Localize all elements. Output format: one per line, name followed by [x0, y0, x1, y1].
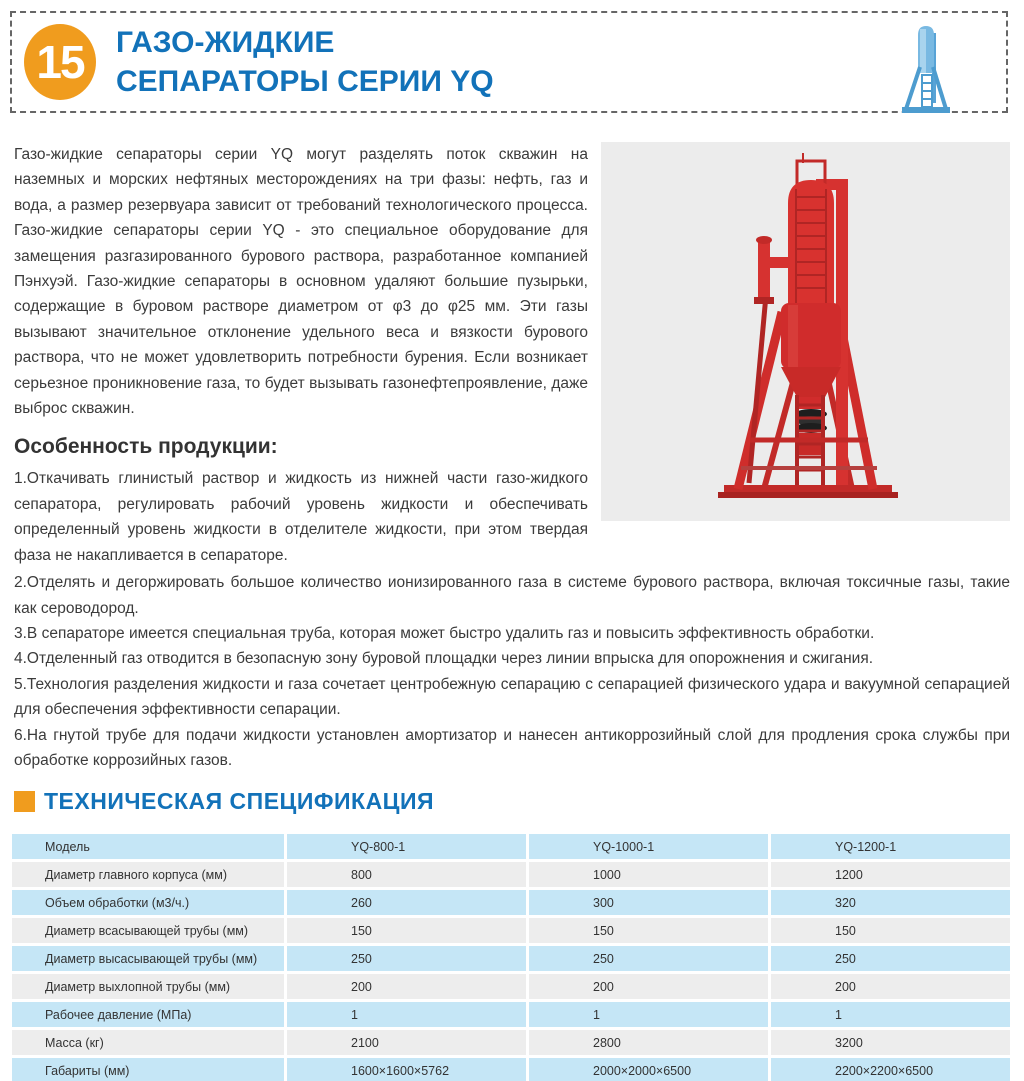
product-image-box	[601, 142, 1010, 521]
table-row	[12, 890, 1010, 915]
row-value: 250	[771, 946, 1010, 971]
row-label: Диаметр высасывающей трубы (мм)	[12, 946, 284, 971]
table-row	[12, 946, 1010, 971]
row-label: Рабочее давление (МПа)	[12, 1002, 284, 1027]
feature-item-1: 1.Откачивать глинистый раствор и жидкость из нижней части газо-жидкого сепаратора, регулировать рабочий уровень жидкости и обеспечивать определенный уровень жидкости в отделителе жидкости, при этом твердая фаза не накапливается в сепараторе.	[14, 470, 588, 564]
row-value: 150	[529, 918, 768, 943]
table-row	[12, 918, 1010, 943]
feature-item-2: 2.Отделять и дегоржировать большое количество ионизированного газа в системе бурового раствора, включая токсичные газы, такие как сероводород.	[14, 574, 1010, 617]
page-title-line2: СЕПАРАТОРЫ СЕРИИ YQ	[116, 65, 494, 98]
row-value: 1000	[529, 862, 768, 887]
row-label: Диаметр главного корпуса (мм)	[12, 862, 284, 887]
row-value: 1	[529, 1002, 768, 1027]
row-label: Объем обработки (м3/ч.)	[12, 890, 284, 915]
table-row	[12, 1002, 1010, 1027]
row-label: Диаметр всасывающей трубы (мм)	[12, 918, 284, 943]
feature-item-6: 6.На гнутой трубе для подачи жидкости установлен амортизатор и нанесен антикоррозийный слой для продления срока службы при обработке коррозийных газов.	[14, 726, 1010, 769]
row-value: 1600×1600×5762	[287, 1058, 526, 1081]
row-value: 200	[529, 974, 768, 999]
spec-table	[12, 834, 1010, 1081]
row-value: 1	[771, 1002, 1010, 1027]
table-header-row	[12, 834, 1010, 859]
feature-item-3: 3.В сепараторе имеется специальная труба, которая может быстро удалить газ и повысить эффективность обработки.	[14, 624, 875, 642]
table-header-model-2: YQ-1000-1	[529, 834, 768, 859]
intro-text-column	[14, 142, 588, 568]
table-row	[12, 1058, 1010, 1081]
row-value: 1	[287, 1002, 526, 1027]
row-label: Диаметр выхлопной трубы (мм)	[12, 974, 284, 999]
spec-heading-text: ТЕХНИЧЕСКАЯ СПЕЦИФИКАЦИЯ	[44, 788, 435, 815]
row-value: 260	[287, 890, 526, 915]
intro-section	[14, 142, 1010, 568]
feature-item-4: 4.Отделенный газ отводится в безопасную зону буровой площадки через линии впрыска для опорожнения и сжигания.	[14, 650, 874, 668]
row-value: 2800	[529, 1030, 768, 1055]
row-label: Габариты (мм)	[12, 1058, 284, 1081]
orange-square-bullet-icon	[14, 791, 35, 812]
row-value: 800	[287, 862, 526, 887]
section-number: 15	[36, 36, 84, 88]
header	[10, 11, 1008, 113]
row-value: 3200	[771, 1030, 1010, 1055]
table-header-label: Модель	[12, 834, 284, 859]
row-value: 250	[529, 946, 768, 971]
table-row	[12, 974, 1010, 999]
row-label: Масса (кг)	[12, 1030, 284, 1055]
row-value: 150	[771, 918, 1010, 943]
table-row	[12, 1030, 1010, 1055]
page-title-line1: ГАЗО-ЖИДКИЕ	[116, 26, 335, 59]
intro-paragraph: Газо-жидкие сепараторы серии YQ могут разделять поток скважин на наземных и морских нефтяных месторождениях на три фазы: нефть, газ и вода, а размер резервуара зависит от требований технологического процесса. Газо-жидкие сепараторы серии YQ - это специальное оборудование для замещения разгазированного бурового раствора, разработанное компанией Пэнхуэй. Газо-жидкие сепараторы в основном удаляют большие пузырьки, содержащие в буровом растворе диаметром от φ3 до φ25 мм. Эти газы вызывают значительное отклонение удельного веса и вязкости бурового раствора, что не может удовлетворить потребности бурения. Если возникает серьезное проникновение газа, то будет вызывать газонефтепроявление, даже выброс скважин.	[14, 146, 588, 418]
features-list	[14, 570, 1010, 773]
spec-section-heading	[14, 788, 1010, 815]
page-title	[116, 23, 494, 101]
row-value: 2200×2200×6500	[771, 1058, 1010, 1081]
table-header-model-1: YQ-800-1	[287, 834, 526, 859]
red-separator-illustration	[600, 137, 1011, 521]
row-value: 200	[287, 974, 526, 999]
row-value: 300	[529, 890, 768, 915]
row-value: 150	[287, 918, 526, 943]
row-value: 2100	[287, 1030, 526, 1055]
content	[14, 142, 1010, 1081]
features-heading: Особенность продукции:	[14, 435, 278, 459]
row-value: 1200	[771, 862, 1010, 887]
feature-item-5: 5.Технология разделения жидкости и газа сочетает центробежную сепарацию с сепарацией физического удара и вакуумной сепарацией для обеспечения эффективности сепарации.	[14, 675, 1010, 719]
separator-blue-icon	[898, 21, 954, 120]
row-value: 2000×2000×6500	[529, 1058, 768, 1081]
section-number-badge	[24, 24, 96, 100]
row-value: 250	[287, 946, 526, 971]
table-header-model-3: YQ-1200-1	[771, 834, 1010, 859]
row-value: 320	[771, 890, 1010, 915]
row-value: 200	[771, 974, 1010, 999]
table-row	[12, 862, 1010, 887]
